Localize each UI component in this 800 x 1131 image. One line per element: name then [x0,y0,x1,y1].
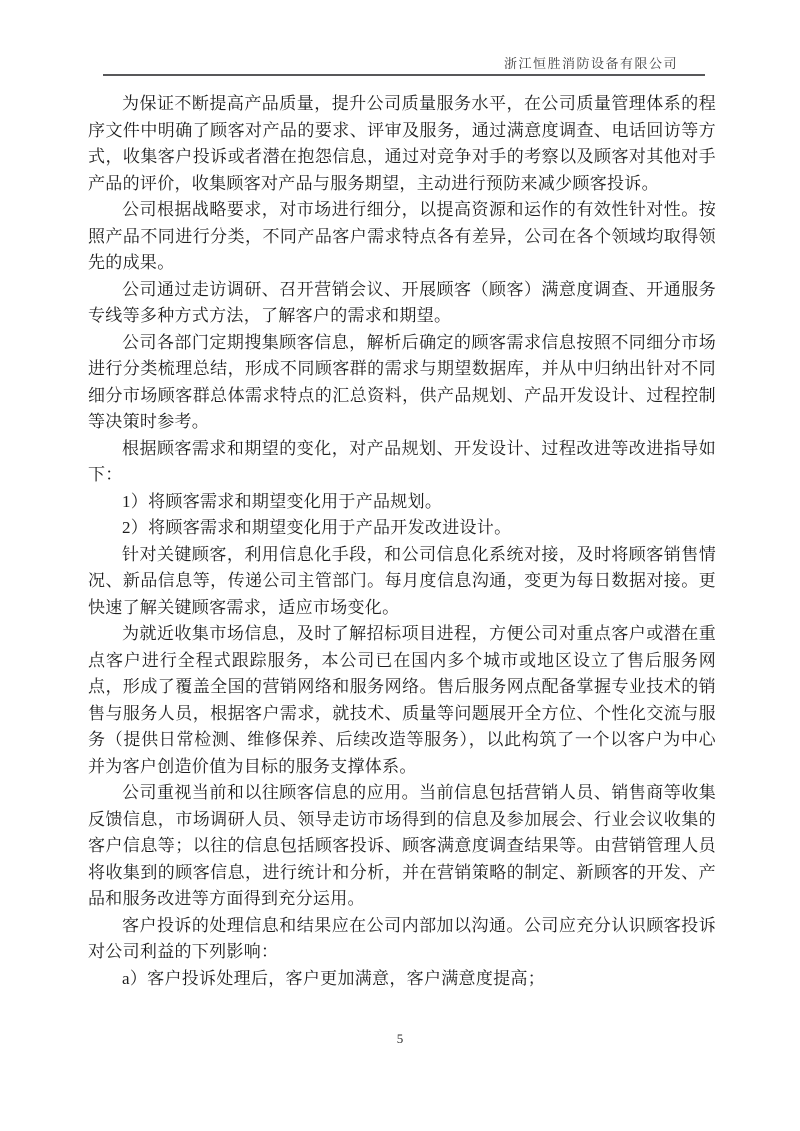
body-paragraph: 为保证不断提高产品质量，提升公司质量服务水平，在公司质量管理体系的程序文件中明确了顾客对产品的要求、评审及服务，通过满意度调查、电话回访等方式，收集客户投诉或者潜在抱怨信息，通过对竞争对手的考察以及顾客对其他对手产品的评价，收集顾客对产品与服务期望，主动进行预防来减少顾客投诉。 [88,94,716,193]
body-paragraph: 公司重视当前和以往顾客信息的应用。当前信息包括营销人员、销售商等收集反馈信息，市场调研人员、领导走访市场得到的信息及参加展会、行业会议收集的客户信息等；以往的信息包括顾客投诉、顾客满意度调查结果等。由营销管理人员将收集到的顾客信息，进行统计和分析，并在营销策略的制定、新顾客的开发、产品和服务改进等方面得到充分运用。 [88,783,716,908]
list-item-1: 1）将顾客需求和期望变化用于产品规划。 [122,491,443,511]
body-paragraph: 针对关键顾客，利用信息化手段，和公司信息化系统对接，及时将顾客销售情况、新品信息等，传递公司主管部门。每月度信息沟通，变更为每日数据对接。更快速了解关键顾客需求，适应市场变化。 [88,544,716,617]
list-item-a: a）客户投诉处理后，客户更加满意，客户满意度提高； [122,968,546,988]
body-paragraph: 根据顾客需求和期望的变化，对产品规划、开发设计、过程改进等改进指导如下： [88,438,716,484]
body-paragraph: 公司根据战略要求，对市场进行细分，以提高资源和运作的有效性针对性。按照产品不同进行分类，不同产品客户需求特点各有差异，公司在各个领域均取得领先的成果。 [88,200,716,272]
header-company-name: 浙江恒胜消防设备有限公司 [503,56,678,71]
page-number: 5 [396,1031,404,1046]
list-item-2: 2）将顾客需求和期望变化用于产品开发改进设计。 [122,518,512,537]
header-divider-line [103,74,705,76]
document-body [88,91,716,992]
body-paragraph: 公司通过走访调研、召开营销会议、开展顾客（顾客）满意度调查、开通服务专线等多种方式方法，了解客户的需求和期望。 [88,279,716,325]
body-paragraph: 公司各部门定期搜集顾客信息，解析后确定的顾客需求信息按照不同细分市场进行分类梳理总结，形成不同顾客群的需求与期望数据库，并从中归纳出针对不同细分市场顾客群总体需求特点的汇总资料，供产品规划、产品开发设计、过程控制等决策时参考。 [88,332,716,431]
body-paragraph: 客户投诉的处理信息和结果应在公司内部加以沟通。公司应充分认识顾客投诉对公司利益的下列影响： [88,915,716,961]
body-paragraph: 为就近收集市场信息，及时了解招标项目进程，方便公司对重点客户或潜在重点客户进行全程式跟踪服务，本公司已在国内多个城市或地区设立了售后服务网点，形成了覆盖全国的营销网络和服务网络。售后服务网点配备掌握专业技术的销售与服务人员，根据客户需求，就技术、质量等问题展开全方位、个性化交流与服务（提供日常检测、维修保养、后续改造等服务），以此构筑了一个以客户为中心并为客户创造价值为目标的服务支撑体系。 [88,624,716,776]
